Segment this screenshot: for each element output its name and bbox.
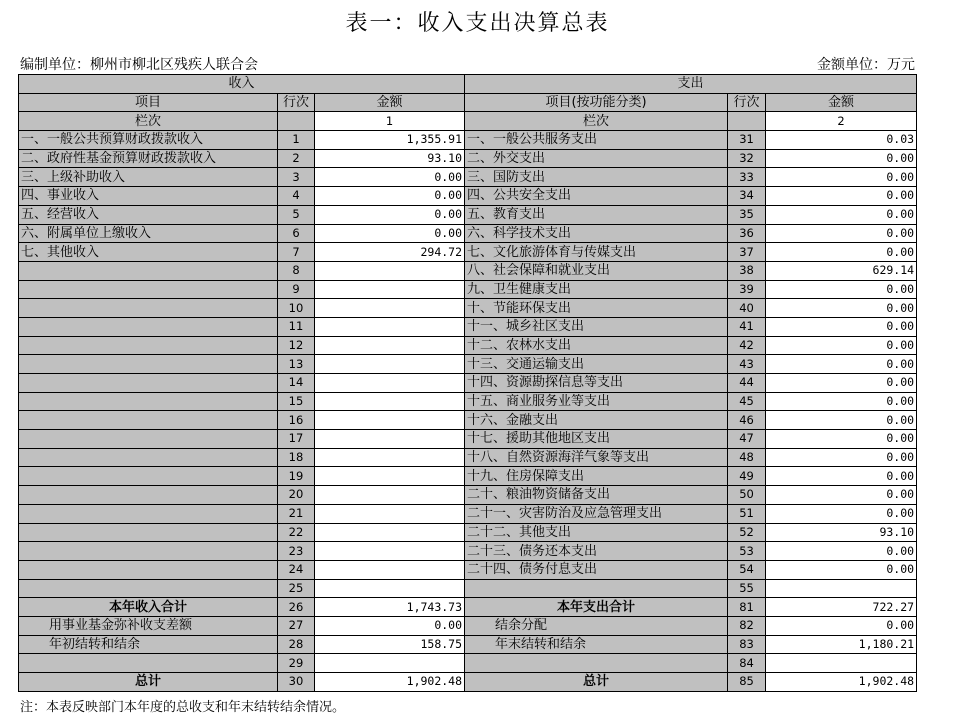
expense-item: 五、教育支出 (465, 205, 728, 224)
table-row (19, 486, 917, 505)
income-item (19, 523, 278, 542)
income-amount (315, 467, 465, 486)
expense-item: 十六、金融支出 (465, 411, 728, 430)
income-amount: 294.72 (315, 243, 465, 262)
expense-amount: 0.00 (766, 205, 917, 224)
expense-line: 50 (728, 486, 766, 505)
table-row (19, 542, 917, 561)
income-line: 1 (278, 131, 315, 150)
expense-item: 十七、援助其他地区支出 (465, 430, 728, 449)
expense-line: 32 (728, 149, 766, 168)
income-item (19, 355, 278, 374)
expense-item: 十四、资源勘探信息等支出 (465, 374, 728, 393)
income-item (19, 317, 278, 336)
expense-summary-amount (766, 654, 917, 673)
expense-line: 44 (728, 374, 766, 393)
income-item: 四、事业收入 (19, 187, 278, 206)
expense-amount: 0.00 (766, 187, 917, 206)
expense-line: 46 (728, 411, 766, 430)
expense-amount: 0.00 (766, 430, 917, 449)
income-item (19, 280, 278, 299)
section-header-row (19, 75, 917, 94)
income-summary-item: 本年收入合计 (19, 598, 278, 617)
expense-amount: 0.00 (766, 411, 917, 430)
expense-header: 支出 (465, 75, 917, 94)
income-line: 9 (278, 280, 315, 299)
expense-line: 54 (728, 560, 766, 579)
income-amount (315, 579, 465, 598)
income-col-number: 1 (315, 112, 465, 131)
income-amount: 93.10 (315, 149, 465, 168)
expense-amount: 0.00 (766, 317, 917, 336)
table-row (19, 168, 917, 187)
income-item (19, 374, 278, 393)
expense-item: 一、一般公共服务支出 (465, 131, 728, 150)
table-row (19, 392, 917, 411)
table-row (19, 355, 917, 374)
income-summary-line: 26 (278, 598, 315, 617)
table-row (19, 579, 917, 598)
summary-row (19, 616, 917, 635)
expense-item: 十、节能环保支出 (465, 299, 728, 318)
expense-line: 42 (728, 336, 766, 355)
income-item (19, 411, 278, 430)
expense-line: 33 (728, 168, 766, 187)
expense-item: 二十二、其他支出 (465, 523, 728, 542)
income-item: 三、上级补助收入 (19, 168, 278, 187)
expense-line: 31 (728, 131, 766, 150)
income-amount: 0.00 (315, 224, 465, 243)
expense-amount: 629.14 (766, 261, 917, 280)
expense-item: 十三、交通运输支出 (465, 355, 728, 374)
income-line: 5 (278, 205, 315, 224)
income-line: 22 (278, 523, 315, 542)
income-line: 15 (278, 392, 315, 411)
income-amount (315, 392, 465, 411)
expense-line: 36 (728, 224, 766, 243)
expense-line: 55 (728, 579, 766, 598)
expense-item: 二、外交支出 (465, 149, 728, 168)
income-item-header: 项目 (19, 93, 278, 112)
expense-amount-header: 金额 (766, 93, 917, 112)
expense-line: 34 (728, 187, 766, 206)
income-line: 23 (278, 542, 315, 561)
income-amount (315, 299, 465, 318)
income-header: 收入 (19, 75, 465, 94)
table-row (19, 187, 917, 206)
income-line: 14 (278, 374, 315, 393)
expense-amount: 93.10 (766, 523, 917, 542)
income-summary-amount: 0.00 (315, 616, 465, 635)
expense-item: 七、文化旅游体育与传媒支出 (465, 243, 728, 262)
income-amount (315, 504, 465, 523)
income-line: 20 (278, 486, 315, 505)
expense-item: 二十三、债务还本支出 (465, 542, 728, 561)
income-line: 17 (278, 430, 315, 449)
budget-table (18, 74, 917, 692)
table-row (19, 504, 917, 523)
expense-summary-amount: 1,180.21 (766, 635, 917, 654)
expense-summary-line: 82 (728, 616, 766, 635)
income-line: 3 (278, 168, 315, 187)
org-label: 编制单位：柳州市柳北区残疾人联合会 (20, 57, 258, 73)
table-row (19, 205, 917, 224)
income-summary-line: 28 (278, 635, 315, 654)
expense-summary-item: 结余分配 (465, 616, 728, 635)
expense-line: 53 (728, 542, 766, 561)
income-line: 21 (278, 504, 315, 523)
income-amount (315, 317, 465, 336)
expense-line: 52 (728, 523, 766, 542)
income-summary-item (19, 654, 278, 673)
expense-line: 35 (728, 205, 766, 224)
table-row (19, 448, 917, 467)
expense-item (465, 579, 728, 598)
expense-summary-line: 85 (728, 673, 766, 692)
income-item (19, 430, 278, 449)
expense-amount: 0.00 (766, 504, 917, 523)
income-summary-item: 年初结转和结余 (19, 635, 278, 654)
income-item (19, 299, 278, 318)
income-item (19, 486, 278, 505)
footnote: 注：本表反映部门本年度的总收支和年末结转结余情况。 (20, 700, 346, 715)
expense-col-blank (728, 112, 766, 131)
income-summary-line: 30 (278, 673, 315, 692)
income-line: 10 (278, 299, 315, 318)
expense-summary-item: 年末结转和结余 (465, 635, 728, 654)
expense-col-label: 栏次 (465, 112, 728, 131)
income-amount-header: 金额 (315, 93, 465, 112)
income-item: 一、一般公共预算财政拨款收入 (19, 131, 278, 150)
expense-summary-amount: 1,902.48 (766, 673, 917, 692)
expense-line: 37 (728, 243, 766, 262)
summary-row (19, 598, 917, 617)
expense-amount (766, 579, 917, 598)
table-row (19, 560, 917, 579)
expense-line: 41 (728, 317, 766, 336)
income-amount (315, 336, 465, 355)
expense-item: 十二、农林水支出 (465, 336, 728, 355)
income-item: 七、其他收入 (19, 243, 278, 262)
income-line: 4 (278, 187, 315, 206)
table-row (19, 131, 917, 150)
expense-line: 47 (728, 430, 766, 449)
income-amount (315, 448, 465, 467)
expense-item: 十八、自然资源海洋气象等支出 (465, 448, 728, 467)
income-amount (315, 280, 465, 299)
income-summary-amount: 1,743.73 (315, 598, 465, 617)
income-amount (315, 411, 465, 430)
expense-summary-item (465, 654, 728, 673)
expense-amount: 0.00 (766, 467, 917, 486)
expense-line: 39 (728, 280, 766, 299)
income-line: 19 (278, 467, 315, 486)
income-line: 2 (278, 149, 315, 168)
expense-amount: 0.00 (766, 560, 917, 579)
income-summary-amount (315, 654, 465, 673)
table-row (19, 224, 917, 243)
expense-item: 八、社会保障和就业支出 (465, 261, 728, 280)
table-row (19, 149, 917, 168)
expense-item: 十五、商业服务业等支出 (465, 392, 728, 411)
expense-item: 二十、粮油物资储备支出 (465, 486, 728, 505)
expense-item: 六、科学技术支出 (465, 224, 728, 243)
income-amount (315, 430, 465, 449)
expense-item: 十九、住房保障支出 (465, 467, 728, 486)
income-line: 7 (278, 243, 315, 262)
expense-amount: 0.00 (766, 448, 917, 467)
income-summary-amount: 158.75 (315, 635, 465, 654)
summary-row (19, 635, 917, 654)
income-summary-item: 总计 (19, 673, 278, 692)
expense-line: 45 (728, 392, 766, 411)
column-number-row (19, 112, 917, 131)
unit-label: 金额单位：万元 (817, 57, 915, 73)
summary-row (19, 654, 917, 673)
income-line: 13 (278, 355, 315, 374)
income-amount (315, 560, 465, 579)
expense-col-number: 2 (766, 112, 917, 131)
expense-summary-line: 84 (728, 654, 766, 673)
income-summary-item: 用事业基金弥补收支差额 (19, 616, 278, 635)
income-item: 六、附属单位上缴收入 (19, 224, 278, 243)
table-row (19, 374, 917, 393)
income-item: 五、经营收入 (19, 205, 278, 224)
income-amount: 0.00 (315, 205, 465, 224)
income-summary-line: 27 (278, 616, 315, 635)
income-col-blank (278, 112, 315, 131)
expense-line: 40 (728, 299, 766, 318)
column-header-row (19, 93, 917, 112)
expense-line-header: 行次 (728, 93, 766, 112)
table-row (19, 280, 917, 299)
expense-line: 49 (728, 467, 766, 486)
expense-line: 38 (728, 261, 766, 280)
summary-row (19, 673, 917, 692)
table-row (19, 317, 917, 336)
expense-amount: 0.00 (766, 224, 917, 243)
table-row (19, 523, 917, 542)
page-title: 表一：收入支出决算总表 (345, 11, 610, 36)
income-line: 25 (278, 579, 315, 598)
income-item (19, 336, 278, 355)
income-summary-line: 29 (278, 654, 315, 673)
income-item (19, 560, 278, 579)
table-row (19, 411, 917, 430)
expense-amount: 0.00 (766, 374, 917, 393)
income-amount: 0.00 (315, 187, 465, 206)
income-amount (315, 542, 465, 561)
income-item (19, 542, 278, 561)
income-line-header: 行次 (278, 93, 315, 112)
income-item (19, 261, 278, 280)
income-line: 12 (278, 336, 315, 355)
income-item (19, 579, 278, 598)
expense-line: 43 (728, 355, 766, 374)
expense-item: 十一、城乡社区支出 (465, 317, 728, 336)
income-amount: 1,355.91 (315, 131, 465, 150)
expense-line: 51 (728, 504, 766, 523)
expense-item: 二十一、灾害防治及应急管理支出 (465, 504, 728, 523)
table-row (19, 299, 917, 318)
expense-amount: 0.00 (766, 149, 917, 168)
income-amount (315, 523, 465, 542)
income-item (19, 504, 278, 523)
table-row (19, 261, 917, 280)
table-row (19, 243, 917, 262)
income-line: 8 (278, 261, 315, 280)
expense-summary-amount: 0.00 (766, 616, 917, 635)
income-item (19, 467, 278, 486)
expense-item-header: 项目(按功能分类) (465, 93, 728, 112)
income-amount (315, 374, 465, 393)
expense-amount: 0.03 (766, 131, 917, 150)
table-row (19, 336, 917, 355)
income-amount (315, 261, 465, 280)
expense-summary-item: 总计 (465, 673, 728, 692)
expense-item: 二十四、债务付息支出 (465, 560, 728, 579)
expense-amount: 0.00 (766, 280, 917, 299)
income-summary-amount: 1,902.48 (315, 673, 465, 692)
income-item (19, 448, 278, 467)
income-line: 16 (278, 411, 315, 430)
expense-amount: 0.00 (766, 486, 917, 505)
income-amount (315, 355, 465, 374)
expense-item: 九、卫生健康支出 (465, 280, 728, 299)
expense-amount: 0.00 (766, 392, 917, 411)
expense-summary-item: 本年支出合计 (465, 598, 728, 617)
expense-item: 三、国防支出 (465, 168, 728, 187)
income-line: 6 (278, 224, 315, 243)
expense-amount: 0.00 (766, 243, 917, 262)
expense-amount: 0.00 (766, 355, 917, 374)
income-amount: 0.00 (315, 168, 465, 187)
expense-summary-line: 83 (728, 635, 766, 654)
expense-amount: 0.00 (766, 168, 917, 187)
income-item (19, 392, 278, 411)
income-amount (315, 486, 465, 505)
expense-summary-amount: 722.27 (766, 598, 917, 617)
table-row (19, 467, 917, 486)
income-line: 24 (278, 560, 315, 579)
expense-amount: 0.00 (766, 299, 917, 318)
expense-item: 四、公共安全支出 (465, 187, 728, 206)
expense-summary-line: 81 (728, 598, 766, 617)
income-line: 18 (278, 448, 315, 467)
expense-line: 48 (728, 448, 766, 467)
expense-amount: 0.00 (766, 542, 917, 561)
expense-amount: 0.00 (766, 336, 917, 355)
table-row (19, 430, 917, 449)
income-col-label: 栏次 (19, 112, 278, 131)
income-line: 11 (278, 317, 315, 336)
income-item: 二、政府性基金预算财政拨款收入 (19, 149, 278, 168)
